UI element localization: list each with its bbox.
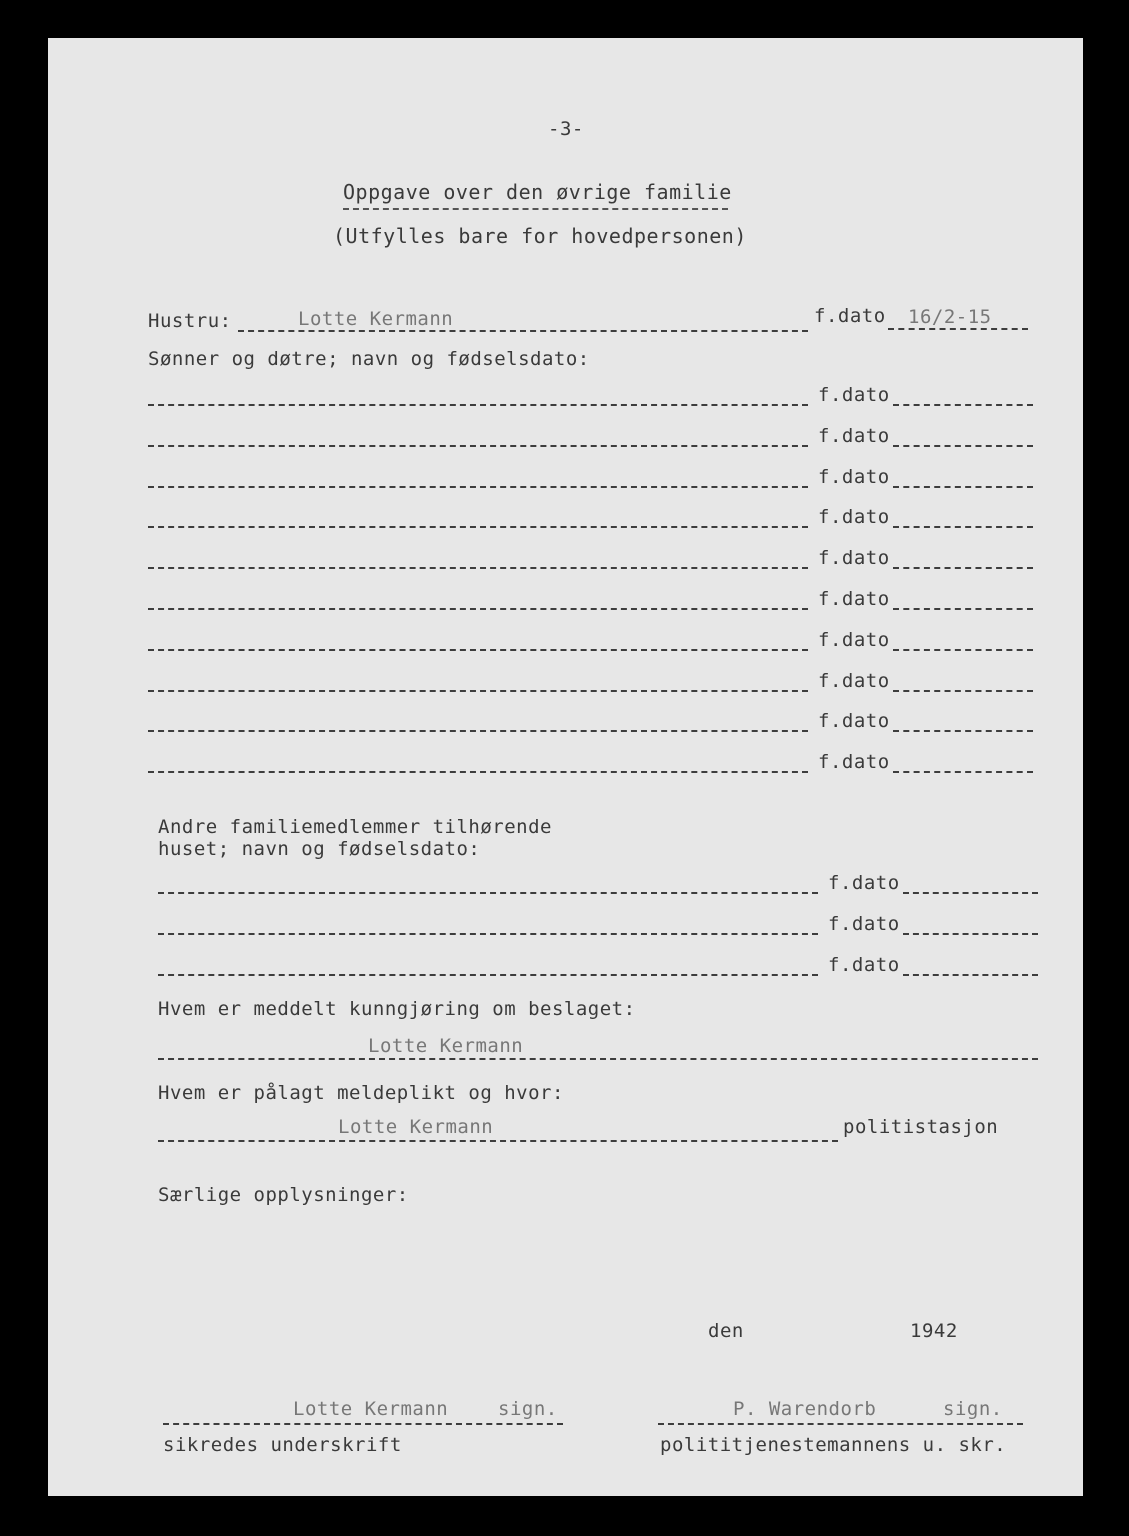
date-den: den	[708, 1320, 744, 1342]
children-heading: Sønner og døtre; navn og fødselsdato:	[148, 348, 590, 370]
other-family-heading-2: huset; navn og fødselsdato:	[158, 838, 481, 860]
dob-entry-line	[903, 974, 1038, 976]
special-info-label: Særlige opplysninger:	[158, 1184, 409, 1206]
wife-line	[238, 330, 808, 332]
dob-label: f.dato	[818, 588, 890, 610]
dob-label: f.dato	[828, 872, 900, 894]
notice-answer: Lotte Kermann	[368, 1035, 524, 1057]
wife-name: Lotte Kermann	[298, 308, 454, 330]
dob-label: f.dato	[818, 506, 890, 529]
wife-dob-label: f.dato	[814, 305, 886, 327]
name-entry-line	[148, 690, 808, 692]
name-entry-line	[158, 933, 818, 935]
right-signature-caption: polititjenestemannens u. skr.	[660, 1434, 1007, 1456]
page-number: -3-	[548, 118, 584, 140]
name-entry-line	[148, 771, 808, 773]
dob-entry-line	[893, 771, 1033, 773]
dob-label: f.dato	[818, 628, 890, 651]
dob-entry-line	[893, 608, 1033, 610]
dob-entry-line	[893, 486, 1033, 488]
reporting-suffix: politistasjon	[843, 1116, 999, 1138]
name-entry-line	[148, 486, 808, 488]
dob-label: f.dato	[818, 384, 890, 406]
right-signature-line	[658, 1423, 1023, 1425]
dob-entry-line	[893, 690, 1033, 692]
dob-entry-line	[893, 445, 1033, 447]
dob-entry-line	[903, 933, 1038, 935]
dob-entry-line	[893, 730, 1033, 732]
reporting-answer: Lotte Kermann	[338, 1116, 494, 1138]
wife-dob-value: 16/2-15	[908, 306, 992, 328]
dob-label: f.dato	[818, 547, 890, 570]
wife-dob-line	[888, 328, 1028, 330]
left-signature-caption: sikredes underskrift	[163, 1434, 402, 1456]
dob-entry-line	[893, 526, 1033, 528]
dob-label: f.dato	[818, 424, 890, 447]
name-entry-line	[148, 526, 808, 528]
dob-entry-line	[893, 649, 1033, 651]
other-family-heading-1: Andre familiemedlemmer tilhørende	[158, 816, 552, 838]
dob-label: f.dato	[818, 751, 890, 774]
dob-entry-line	[893, 404, 1033, 406]
name-entry-line	[148, 404, 808, 406]
document-page	[48, 38, 1083, 1496]
reporting-question: Hvem er pålagt meldeplikt og hvor:	[158, 1082, 564, 1104]
name-entry-line	[148, 608, 808, 610]
right-signature-sign: sign.	[943, 1398, 1003, 1420]
dob-label: f.dato	[818, 465, 890, 488]
name-entry-line	[148, 567, 808, 569]
date-year: 1942	[910, 1320, 958, 1342]
name-entry-line	[148, 730, 808, 732]
form-title: Oppgave over den øvrige familie	[343, 180, 732, 204]
name-entry-line	[148, 649, 808, 651]
dob-label: f.dato	[828, 913, 900, 935]
dob-label: f.dato	[818, 669, 890, 692]
form-subtitle: (Utfylles bare for hovedpersonen)	[333, 224, 747, 248]
notice-line	[158, 1058, 1038, 1060]
left-signature-name: Lotte Kermann	[293, 1398, 449, 1420]
left-signature-line	[163, 1423, 563, 1425]
wife-label: Hustru:	[148, 310, 232, 332]
reporting-line	[158, 1140, 838, 1142]
name-entry-line	[158, 892, 818, 894]
dob-entry-line	[903, 892, 1038, 894]
title-underline	[343, 208, 728, 210]
dob-label: f.dato	[828, 954, 900, 976]
right-signature-name: P. Warendorb	[733, 1398, 877, 1420]
notice-question: Hvem er meddelt kunngjøring om beslaget:	[158, 998, 636, 1020]
left-signature-sign: sign.	[498, 1398, 558, 1420]
name-entry-line	[148, 445, 808, 447]
dob-label: f.dato	[818, 710, 890, 733]
name-entry-line	[158, 974, 818, 976]
dob-entry-line	[893, 567, 1033, 569]
